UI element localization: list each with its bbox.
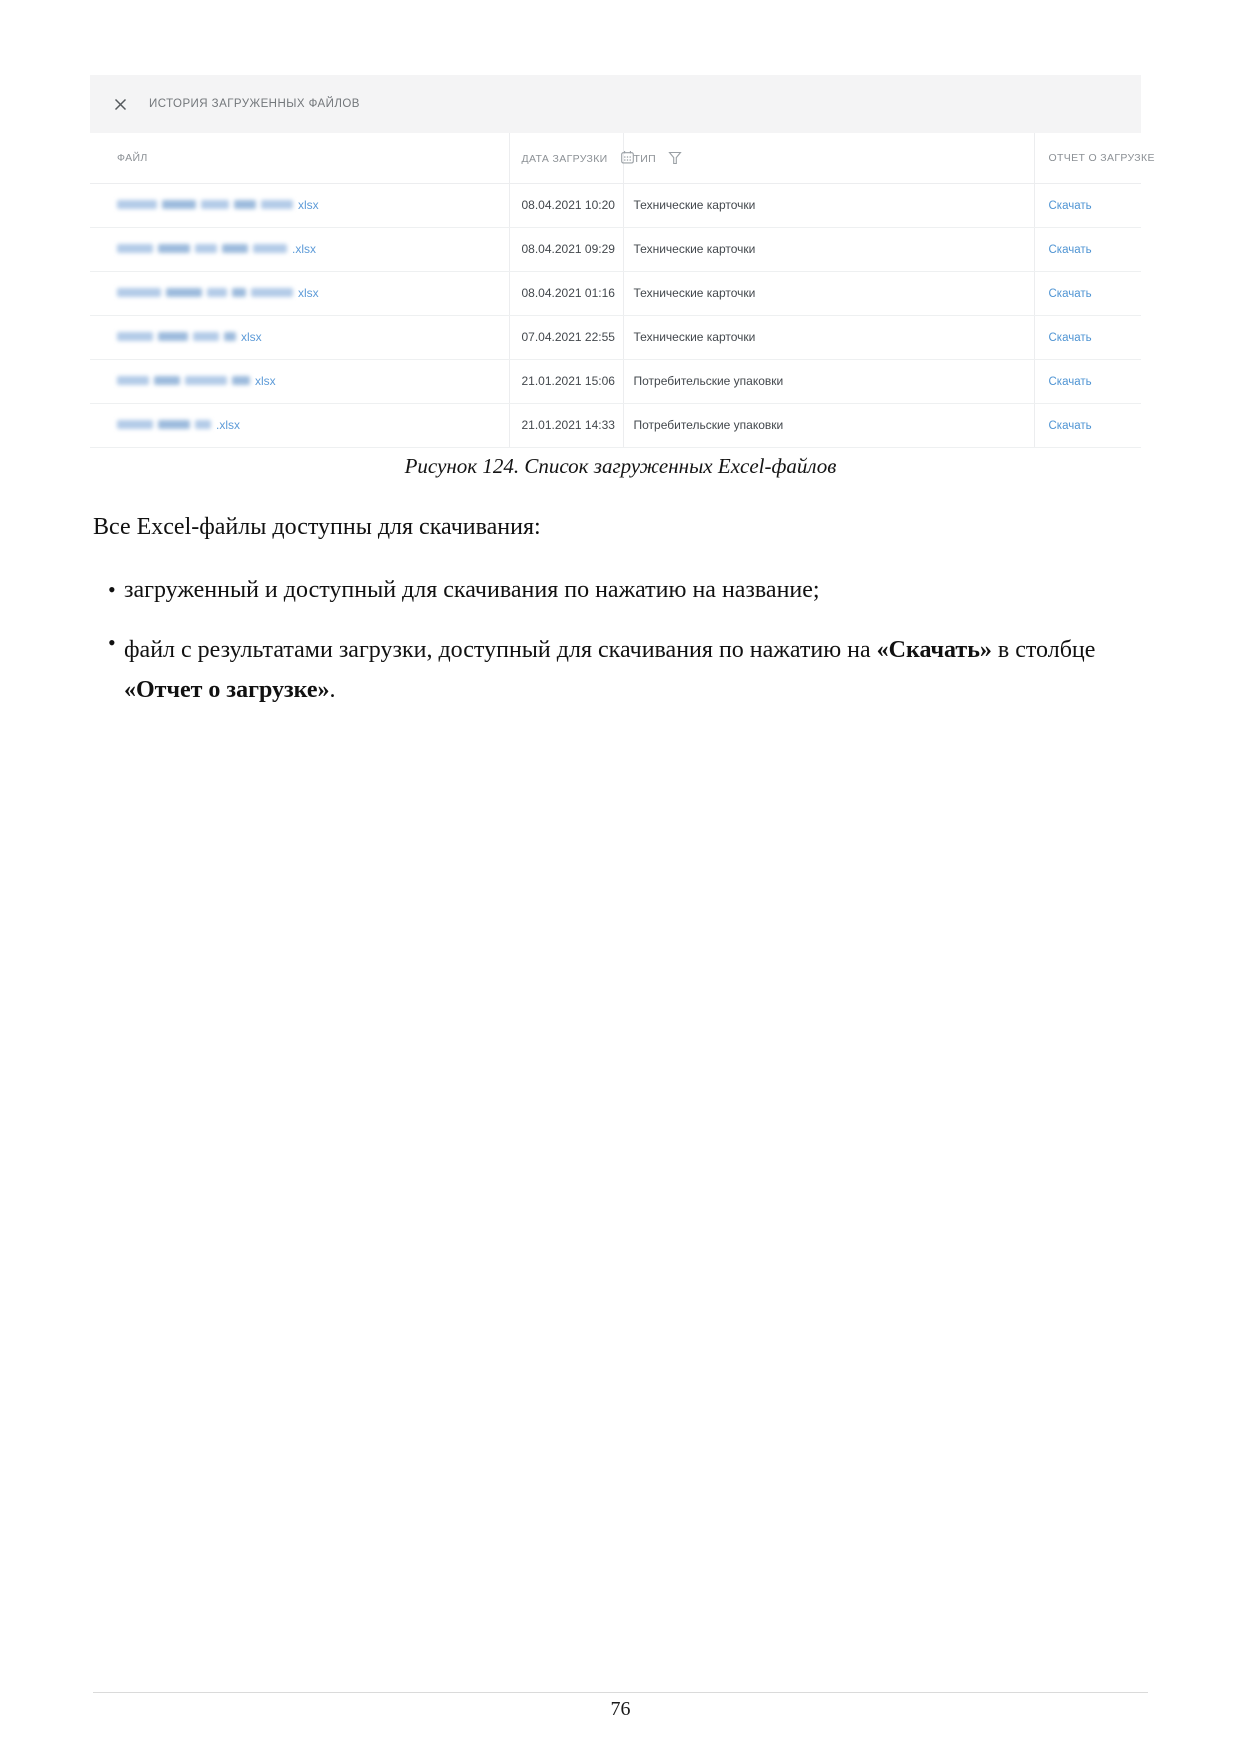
column-header-type: ТИП	[623, 133, 1034, 183]
redacted-filename-segment	[154, 376, 180, 385]
file-extension: xlsx	[298, 197, 319, 212]
panel-title: ИСТОРИЯ ЗАГРУЖЕННЫХ ФАЙЛОВ	[149, 98, 360, 110]
bullet-line-2: столбце «Отчет о загрузке».	[124, 637, 1096, 703]
file-type-cell: Технические карточки	[623, 227, 1034, 271]
redacted-filename-segment	[117, 288, 161, 297]
file-cell	[90, 359, 509, 403]
upload-date-cell: 08.04.2021 10:20	[509, 183, 623, 227]
panel-header	[90, 75, 1141, 133]
bullet-item-download-by-name	[108, 577, 1148, 604]
file-extension: xlsx	[241, 329, 262, 344]
file-link[interactable]	[117, 374, 276, 388]
column-header-file: ФАЙЛ	[90, 133, 509, 183]
upload-date-cell: 08.04.2021 09:29	[509, 227, 623, 271]
upload-date-cell: 08.04.2021 01:16	[509, 271, 623, 315]
redacted-filename-segment	[166, 288, 202, 297]
report-cell	[1034, 359, 1141, 403]
file-cell	[90, 315, 509, 359]
file-type-cell: Потребительские упаковки	[623, 359, 1034, 403]
redacted-filename-segment	[253, 244, 287, 253]
redacted-filename-segment	[117, 332, 153, 341]
redacted-filename-segment	[234, 200, 256, 209]
download-report-link[interactable]: Скачать	[1048, 288, 1092, 300]
uploaded-files-table	[90, 133, 1155, 448]
footer-divider	[93, 1692, 1148, 1693]
page-number: 76	[610, 1698, 631, 1720]
bold-report-column-label: «Отчет о загрузке»	[124, 677, 330, 703]
download-report-link[interactable]: Скачать	[1048, 420, 1092, 432]
redacted-filename-segment	[185, 376, 227, 385]
file-cell	[90, 271, 509, 315]
redacted-filename-segment	[232, 288, 246, 297]
file-link[interactable]	[117, 242, 316, 256]
filter-icon[interactable]	[668, 151, 682, 165]
redacted-filename-segment	[261, 200, 293, 209]
table-row	[90, 315, 1141, 359]
report-cell	[1034, 227, 1141, 271]
download-report-link[interactable]: Скачать	[1048, 200, 1092, 212]
redacted-filename-segment	[201, 200, 229, 209]
file-type-cell: Технические карточки	[623, 271, 1034, 315]
bullet-item-download-report	[108, 630, 1148, 710]
report-cell	[1034, 271, 1141, 315]
file-extension: xlsx	[255, 373, 276, 388]
download-report-link[interactable]: Скачать	[1048, 244, 1092, 256]
bullet-marker: •	[108, 577, 116, 602]
file-extension: xlsx	[298, 285, 319, 300]
bullet-line-1: файл с результатами загрузки, доступный для скачивания по нажатию на «Скачать» в	[124, 637, 1010, 663]
file-extension: .xlsx	[216, 417, 240, 432]
file-link[interactable]	[117, 330, 262, 344]
upload-history-panel	[90, 75, 1155, 448]
table-row	[90, 271, 1141, 315]
column-header-date: ДАТА ЗАГРУЗКИ	[509, 133, 623, 183]
redacted-filename-segment	[117, 200, 157, 209]
redacted-filename-segment	[224, 332, 236, 341]
upload-date-cell: 21.01.2021 14:33	[509, 403, 623, 447]
file-link[interactable]	[117, 418, 240, 432]
download-report-link[interactable]: Скачать	[1048, 332, 1092, 344]
report-cell	[1034, 315, 1141, 359]
file-link[interactable]	[117, 286, 319, 300]
redacted-filename-segment	[251, 288, 293, 297]
file-type-cell: Технические карточки	[623, 315, 1034, 359]
bold-download-label: «Скачать»	[876, 637, 992, 663]
file-cell	[90, 227, 509, 271]
file-link[interactable]	[117, 198, 319, 212]
table-row	[90, 227, 1141, 271]
table-row	[90, 359, 1141, 403]
file-extension: .xlsx	[292, 241, 316, 256]
redacted-filename-segment	[195, 244, 217, 253]
file-cell	[90, 183, 509, 227]
intro-paragraph: Все Excel-файлы доступны для скачивания:	[93, 514, 541, 540]
redacted-filename-segment	[158, 332, 188, 341]
file-type-cell: Технические карточки	[623, 183, 1034, 227]
redacted-filename-segment	[158, 244, 190, 253]
redacted-filename-segment	[207, 288, 227, 297]
redacted-filename-segment	[117, 244, 153, 253]
redacted-filename-segment	[117, 376, 149, 385]
upload-date-cell: 21.01.2021 15:06	[509, 359, 623, 403]
column-header-report: ОТЧЕТ О ЗАГРУЗКЕ	[1034, 133, 1141, 183]
bullet-text	[124, 630, 1148, 710]
download-report-link[interactable]: Скачать	[1048, 376, 1092, 388]
redacted-filename-segment	[232, 376, 250, 385]
upload-date-cell: 07.04.2021 22:55	[509, 315, 623, 359]
report-cell	[1034, 183, 1141, 227]
redacted-filename-segment	[222, 244, 248, 253]
bullet-marker: •	[108, 630, 116, 655]
redacted-filename-segment	[158, 420, 190, 429]
report-cell	[1034, 403, 1141, 447]
table-header-row	[90, 133, 1141, 183]
redacted-filename-segment	[117, 420, 153, 429]
table-row	[90, 183, 1141, 227]
close-icon[interactable]	[113, 97, 128, 112]
table-row	[90, 403, 1141, 447]
file-type-cell: Потребительские упаковки	[623, 403, 1034, 447]
file-table-body	[90, 183, 1141, 447]
file-cell	[90, 403, 509, 447]
figure-caption: Рисунок 124. Список загруженных Excel-файлов	[404, 454, 837, 478]
redacted-filename-segment	[195, 420, 211, 429]
redacted-filename-segment	[162, 200, 196, 209]
bullet-text: загруженный и доступный для скачивания по нажатию на название;	[124, 577, 820, 603]
redacted-filename-segment	[193, 332, 219, 341]
